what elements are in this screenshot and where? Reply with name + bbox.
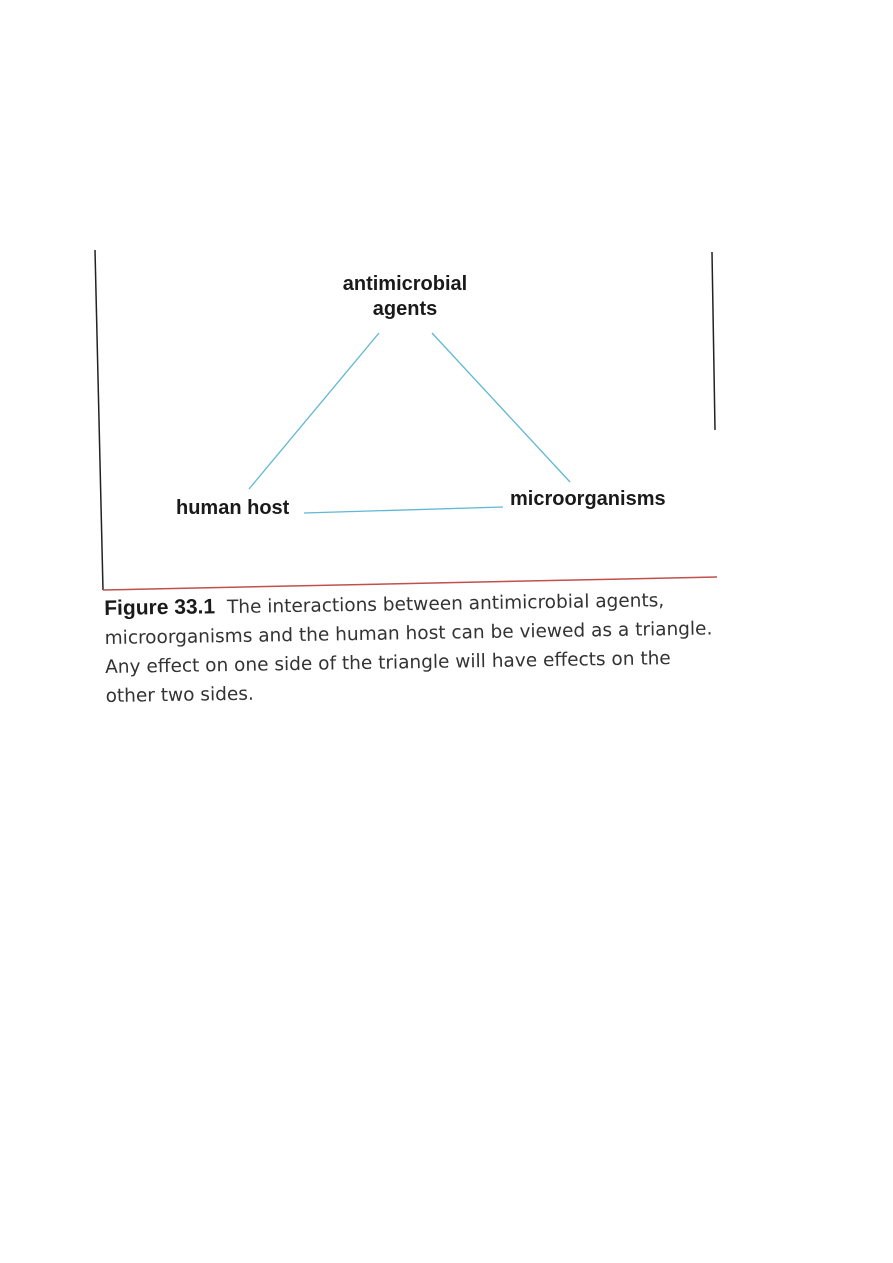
edge-agents-to-host — [249, 333, 379, 489]
edge-agents-to-microorganisms — [432, 333, 570, 482]
node-human-host: human host — [176, 497, 290, 519]
node-antimicrobial-agents-line2: agents — [372, 298, 438, 320]
node-microorganisms: microorganisms — [510, 488, 666, 510]
figure-caption — [104, 584, 718, 711]
node-antimicrobial-agents-line1: antimicrobial — [342, 273, 468, 295]
frame-left-border — [95, 250, 103, 590]
edge-host-to-microorganisms — [304, 507, 503, 513]
caption-label: Figure 33.1 — [104, 595, 216, 620]
node-antimicrobial-agents — [305, 272, 505, 322]
caption-text: The interactions between antimicrobial agents, microorganisms and the human host can be viewed as a triangle. Any effect on one side of the triangle will have effects on the other two sides. — [104, 590, 713, 707]
frame-right-border — [712, 252, 715, 430]
